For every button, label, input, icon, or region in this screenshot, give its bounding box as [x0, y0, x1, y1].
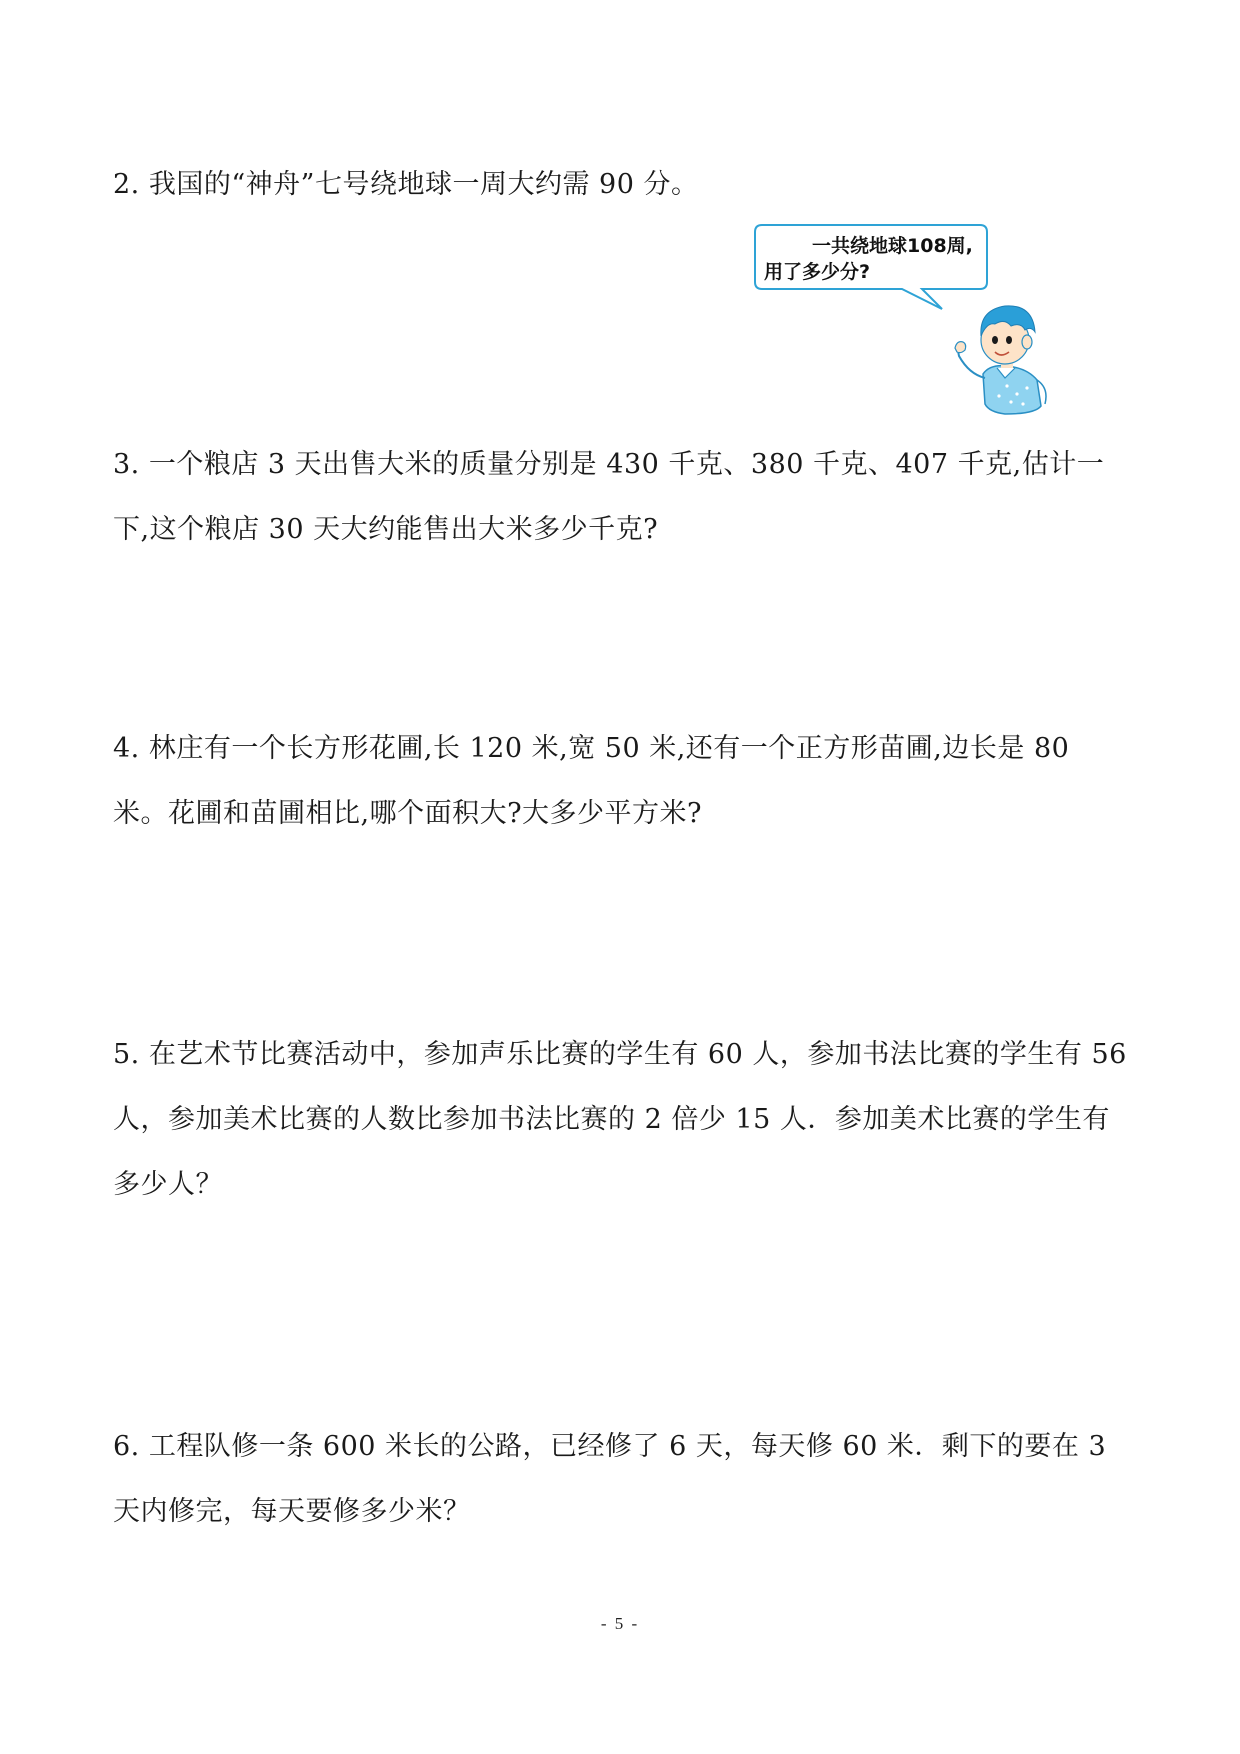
- problem-6: 6. 工程队修一条 600 米长的公路，已经修了 6 天，每天修 60 米．剩下的要在 3 天内修完，每天要修多少米？: [113, 1431, 1107, 1527]
- page-number: - 5 -: [600, 1614, 640, 1633]
- problem-4: 4. 林庄有一个长方形花圃,长 120 米,宽 50 米,还有一个正方形苗圃,边长是 80 米。花圃和苗圃相比,哪个面积大?大多少平方米?: [113, 733, 1070, 829]
- speech-bubble: [754, 224, 988, 290]
- problem-5: 5. 在艺术节比赛活动中，参加声乐比赛的学生有 60 人，参加书法比赛的学生有 56 人，参加美术比赛的人数比参加书法比赛的 2 倍少 15 人．参加美术比赛的学生有多少人？: [113, 1039, 1127, 1200]
- speech-bubble-text: 一共绕地球108周,用了多少分?: [764, 235, 973, 283]
- problem-3: 3. 一个粮店 3 天出售大米的质量分别是 430 千克、380 千克、407 千克,估计一下,这个粮店 30 天大约能售出大米多少千克?: [113, 449, 1105, 545]
- problem-2: 2. 我国的“神舟”七号绕地球一周大约需 90 分。: [113, 169, 699, 200]
- boy-cartoon-icon: [945, 296, 1065, 416]
